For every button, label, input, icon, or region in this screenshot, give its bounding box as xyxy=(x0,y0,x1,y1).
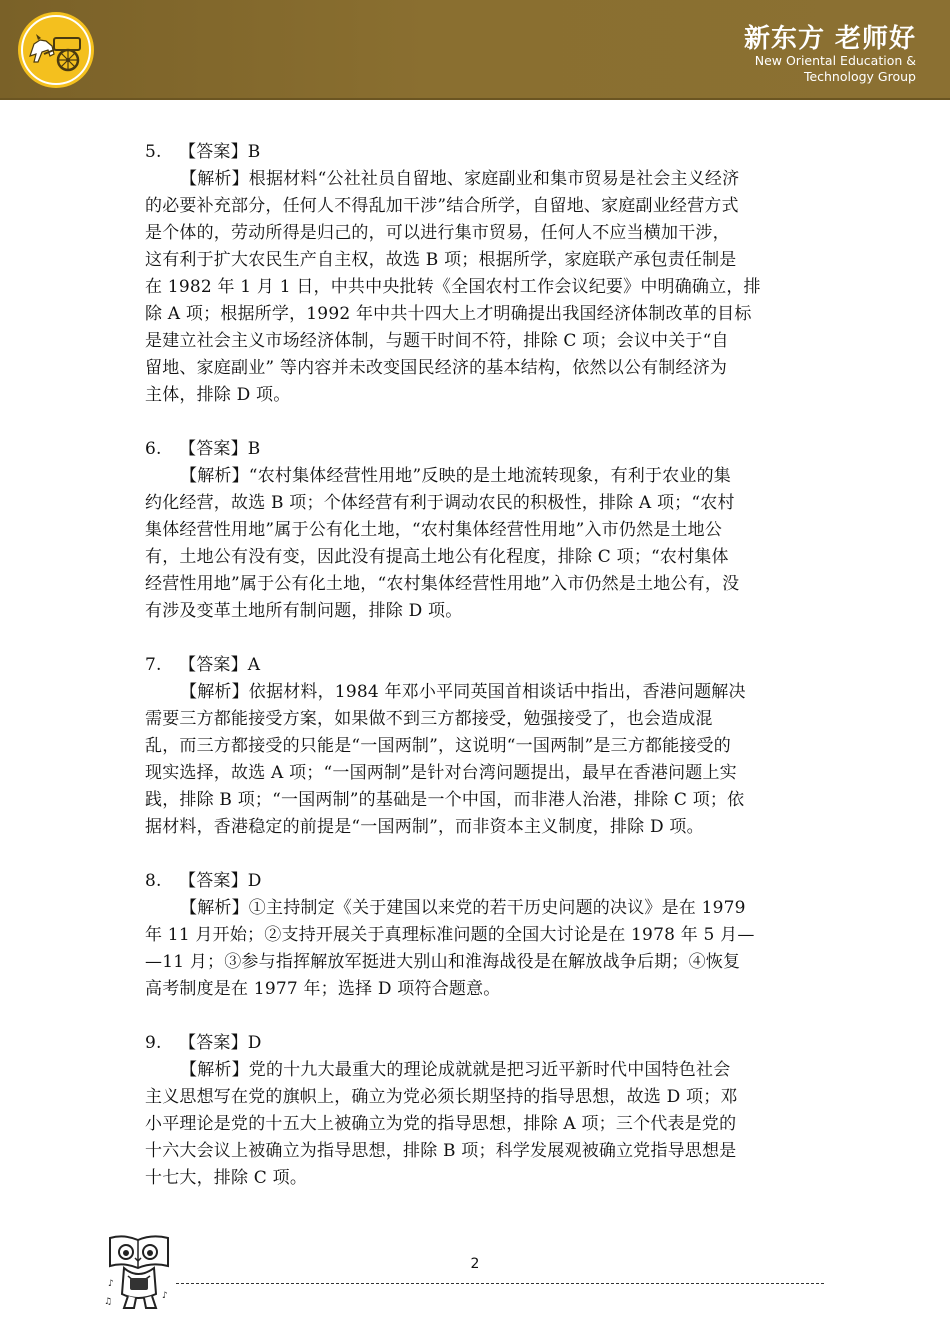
answer-line xyxy=(145,652,805,679)
explanation-line: 十七大，排除 C 项。 xyxy=(145,1168,308,1188)
explanation-line: 这有利于扩大农民生产自主权，故选 B 项；根据所学，家庭联产承包责任制是 xyxy=(145,250,737,270)
question-5 xyxy=(145,139,805,409)
svg-text:♫: ♫ xyxy=(104,1297,113,1307)
answer-line xyxy=(145,1030,805,1057)
question-6 xyxy=(145,436,805,625)
answer-label: 【答案】B xyxy=(179,439,261,459)
explanation-line: 集体经营性用地”属于公有化土地，“农村集体经营性用地”入市仍然是土地公 xyxy=(145,520,723,540)
answer-line xyxy=(145,436,805,463)
explanation-line: 现实选择，故选 A 项；“一国两制”是针对台湾问题提出，最早在香港问题上实 xyxy=(145,763,737,783)
question-number: 5. xyxy=(145,142,162,162)
brand-name-cn: 新东方 老师好 xyxy=(743,24,916,54)
mascot-reading-icon xyxy=(104,1232,174,1314)
explanation-line: —11 月；③参与指挥解放军挺进大别山和淮海战役是在解放战争后期；④恢复 xyxy=(145,952,741,972)
explanation-line: 【解析】党的十九大最重大的理论成就就是把习近平新时代中国特色社会 xyxy=(180,1060,731,1080)
explanation-line: 主体，排除 D 项。 xyxy=(145,385,291,405)
answer-label: 【答案】A xyxy=(179,655,261,675)
header-bar xyxy=(0,0,950,98)
explanation-line: 经营性用地”属于公有化土地，“农村集体经营性用地”入市仍然是土地公有，没 xyxy=(145,574,740,594)
answer-label: 【答案】D xyxy=(179,1033,262,1053)
answer-content xyxy=(145,139,805,1219)
svg-text:♪: ♪ xyxy=(162,1291,168,1301)
explanation-line: 有，土地公有没有变，因此没有提高土地公有化程度，排除 C 项；“农村集体 xyxy=(145,547,729,567)
explanation-line: 【解析】根据材料“公社社员自留地、家庭副业和集市贸易是社会主义经济 xyxy=(180,169,740,189)
explanation-line: 是建立社会主义市场经济体制，与题干时间不符，排除 C 项；会议中关于“自 xyxy=(145,331,729,351)
question-number: 9. xyxy=(145,1033,162,1053)
question-8 xyxy=(145,868,805,1003)
question-number: 6. xyxy=(145,439,162,459)
explanation-line: 据材料，香港稳定的前提是“一国两制”，而非资本主义制度，排除 D 项。 xyxy=(145,817,704,837)
explanation-line: 的必要补充部分，任何人不得乱加干涉”结合所学，自留地、家庭副业经营方式 xyxy=(145,196,739,216)
answer-label: 【答案】B xyxy=(179,142,261,162)
brand-en-line1: New Oriental Education & xyxy=(754,53,916,68)
explanation-line: 年 11 月开始；②支持开展关于真理标准问题的全国大讨论是在 1978 年 5 月— xyxy=(145,925,755,945)
explanation-line: 【解析】①主持制定《关于建国以来党的若干历史问题的决议》是在 1979 xyxy=(180,898,746,918)
question-number: 8. xyxy=(145,871,162,891)
answer-line xyxy=(145,139,805,166)
explanation-line: 有涉及变革土地所有制问题，排除 D 项。 xyxy=(145,601,463,621)
explanation-line: 是个体的，劳动所得是归己的，可以进行集市贸易，任何人不应当横加干涉， xyxy=(145,223,730,243)
explanation-line: 乱，而三方都接受的只能是“一国两制”，这说明“一国两制”是三方都能接受的 xyxy=(145,736,731,756)
explanation-line: 在 1982 年 1 月 1 日，中共中央批转《全国农村工作会议纪要》中明确确立，排 xyxy=(145,277,761,297)
explanation-line: 约化经营，故选 B 项；个体经营有利于调动农民的积极性，排除 A 项；“农村 xyxy=(145,493,735,513)
brand-en-line2: Technology Group xyxy=(803,69,916,84)
explanation-line: 十六大会议上被确立为指导思想，排除 B 项；科学发展观被确立党指导思想是 xyxy=(145,1141,737,1161)
explanation-line: 留地、家庭副业” 等内容并未改变国民经济的基本结构，依然以公有制经济为 xyxy=(145,358,728,378)
answer-label: 【答案】D xyxy=(179,871,262,891)
svg-text:♪: ♪ xyxy=(108,1279,114,1289)
question-number: 7. xyxy=(145,655,162,675)
explanation-line: 需要三方都能接受方案，如果做不到三方都接受，勉强接受了，也会造成混 xyxy=(145,709,713,729)
brand-name-en xyxy=(755,53,916,85)
explanation-line: 【解析】“农村集体经营性用地”反映的是土地流转现象，有利于农业的集 xyxy=(180,466,731,486)
explanation-line: 小平理论是党的十五大上被确立为党的指导思想，排除 A 项；三个代表是党的 xyxy=(145,1114,737,1134)
explanation-line: 主义思想写在党的旗帜上，确立为党必须长期坚持的指导思想，故选 D 项；邓 xyxy=(145,1087,738,1107)
page-number: 2 xyxy=(470,1256,480,1272)
answer-line xyxy=(145,868,805,895)
explanation-line: 践，排除 B 项；“一国两制”的基础是一个中国，而非港人治港，排除 C 项；依 xyxy=(145,790,745,810)
explanation-line: 【解析】依据材料，1984 年邓小平同英国首相谈话中指出，香港问题解决 xyxy=(180,682,746,702)
question-7 xyxy=(145,652,805,841)
new-oriental-logo-icon xyxy=(16,10,96,90)
explanation-line: 除 A 项；根据所学，1992 年中共十四大上才明确提出我国经济体制改革的目标 xyxy=(145,304,752,324)
footer-dashed-divider xyxy=(176,1283,824,1284)
question-9 xyxy=(145,1030,805,1192)
explanation-line: 高考制度是在 1977 年；选择 D 项符合题意。 xyxy=(145,979,501,999)
